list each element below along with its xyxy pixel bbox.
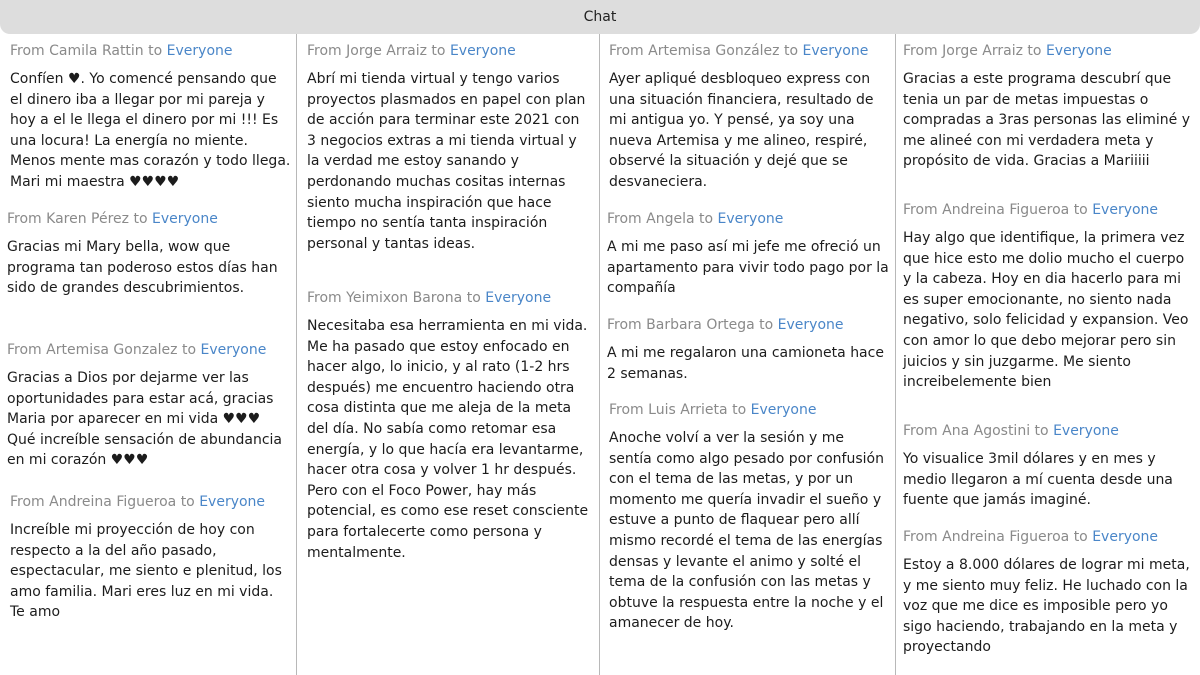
- sender-name: Yeimixon Barona: [346, 290, 463, 306]
- sender-name: Barbara Ortega: [646, 317, 755, 333]
- recipient-everyone: Everyone: [1092, 529, 1159, 545]
- chat-column-3: [600, 34, 896, 675]
- message-text: Gracias a Dios por dejarme ver las oportunidades para estar acá, gracias Maria por aparecer en mi vida ♥♥♥ Qué increíble sensación de abundancia en mi corazón ♥♥♥: [7, 370, 283, 469]
- sender-name: Artemisa Gonzalez: [46, 342, 178, 358]
- chat-message: [903, 201, 1193, 393]
- message-header: [903, 422, 1193, 440]
- message-text: Anoche volví a ver la sesión y me sentía como algo pesado por confusión con el tema de las metas, y por un momento me quería invadir el sueño y estuve a punto de flaquear pero allí mismo recordé el tema de las energías densas y levante el animo y solté el tema de la confusión con las metas y obtuve la respuesta entre la noche y el amanecer de hoy.: [609, 430, 884, 632]
- message-header: [903, 42, 1193, 60]
- to-label: to: [1027, 43, 1042, 59]
- chat-message: [607, 210, 891, 299]
- window-title: Chat: [583, 9, 617, 25]
- message-header: [609, 42, 891, 60]
- chat-message: [7, 341, 292, 471]
- chat-message: [607, 316, 891, 384]
- message-header: [609, 401, 891, 419]
- recipient-everyone: Everyone: [750, 402, 817, 418]
- sender-name: Artemisa González: [648, 43, 780, 59]
- chat-column-4: [896, 34, 1200, 675]
- from-label: From: [307, 290, 342, 306]
- from-label: From: [609, 43, 644, 59]
- recipient-everyone: Everyone: [1045, 43, 1112, 59]
- message-header: [903, 528, 1193, 546]
- message-text: Confíen ♥. Yo comencé pensando que el dinero iba a llegar por mi pareja y hoy a el le llega el dinero por mi !!! Es una locura! La energía no miente. Menos mente mas corazón y todo llega. Mari mi maestra ♥♥♥♥: [10, 71, 291, 190]
- chat-column-2: [297, 34, 600, 675]
- message-header: [903, 201, 1193, 219]
- message-header: [10, 42, 292, 60]
- from-label: From: [7, 211, 42, 227]
- message-header: [307, 42, 592, 60]
- chat-message: [10, 42, 292, 193]
- to-label: to: [1073, 529, 1088, 545]
- chat-message: [7, 210, 292, 299]
- sender-name: Jorge Arraiz: [942, 43, 1023, 59]
- from-label: From: [10, 494, 45, 510]
- message-text: Gracias mi Mary bella, wow que programa tan poderoso estos días han sido de grandes descubrimientos.: [7, 239, 278, 297]
- recipient-everyone: Everyone: [1092, 202, 1159, 218]
- from-label: From: [607, 211, 642, 227]
- from-label: From: [307, 43, 342, 59]
- message-header: [7, 210, 292, 228]
- sender-name: Camila Rattin: [49, 43, 144, 59]
- from-label: From: [609, 402, 644, 418]
- recipient-everyone: Everyone: [802, 43, 869, 59]
- recipient-everyone: Everyone: [151, 211, 218, 227]
- recipient-everyone: Everyone: [449, 43, 516, 59]
- chat-message: [903, 422, 1193, 511]
- to-label: to: [148, 43, 163, 59]
- from-label: From: [903, 529, 938, 545]
- sender-name: Andreina Figueroa: [49, 494, 177, 510]
- message-text: Ayer apliqué desbloqueo express con una situación financiera, resultado de mi antigua yo. Y pensé, ya soy una nueva Artemisa y me alineo, respiré, observé la situación y dejé que se desvaneciera.: [609, 71, 874, 190]
- chat-message: [609, 401, 891, 634]
- from-label: From: [607, 317, 642, 333]
- message-text: Gracias a este programa descubrí que tenia un par de metas impuestas o compradas a 3ras personas las eliminé y me alineé con mi verdadera meta y propósito de vida. Gracias a Mariiiii: [903, 71, 1191, 170]
- recipient-everyone: Everyone: [777, 317, 844, 333]
- message-text: Abrí mi tienda virtual y tengo varios proyectos plasmados en papel con plan de acción para terminar este 2021 con 3 negocios extras a mi tienda virtual y la verdad me estoy sanando y perdonando muchas cositas internas siento mucha inspiración que hace tiempo no sentía tanta inspiración personal y tantas ideas.: [307, 71, 586, 252]
- to-label: to: [1034, 423, 1049, 439]
- sender-name: Andreina Figueroa: [942, 529, 1070, 545]
- message-header: [607, 316, 891, 334]
- message-text: Hay algo que identifique, la primera vez que hice esto me dolio mucho el cuerpo y la cabeza. Hoy en dia hacerlo para mi es super emocionante, no siento nada negativo, solo felicidad y expansion. Veo con amor lo que debo mejorar pero sin juicios y sin juzgarme. Me siento increibelemente bien: [903, 230, 1189, 391]
- to-label: to: [783, 43, 799, 59]
- to-label: to: [431, 43, 446, 59]
- message-header: [10, 493, 292, 511]
- sender-name: Luis Arrieta: [648, 402, 728, 418]
- to-label: to: [181, 342, 197, 358]
- from-label: From: [903, 423, 938, 439]
- chat-title-bar: [0, 0, 1200, 34]
- recipient-everyone: Everyone: [717, 211, 784, 227]
- chat-columns: [0, 34, 1200, 675]
- message-header: [607, 210, 891, 228]
- to-label: to: [732, 402, 747, 418]
- message-text: A mi me regalaron una camioneta hace 2 semanas.: [607, 345, 884, 382]
- chat-column-1: [0, 34, 297, 675]
- from-label: From: [10, 43, 45, 59]
- from-label: From: [903, 43, 938, 59]
- recipient-everyone: Everyone: [485, 290, 552, 306]
- message-header: [307, 289, 592, 307]
- sender-name: Andreina Figueroa: [942, 202, 1070, 218]
- chat-message: [903, 528, 1193, 658]
- chat-message: [609, 42, 891, 193]
- recipient-everyone: Everyone: [199, 494, 266, 510]
- sender-name: Ana Agostini: [942, 423, 1031, 439]
- sender-name: Angela: [646, 211, 695, 227]
- chat-message: [307, 289, 592, 563]
- message-header: [7, 341, 292, 359]
- chat-message: [307, 42, 592, 254]
- sender-name: Karen Pérez: [46, 211, 130, 227]
- message-text: Increíble mi proyección de hoy con respecto a la del año pasado, espectacular, me siento e plenitud, los amo familia. Mari eres luz en mi vida. Te amo: [10, 522, 282, 621]
- message-text: Yo visualice 3mil dólares y en mes y medio llegaron a mí cuenta desde una fuente que jamás imaginé.: [903, 451, 1173, 509]
- to-label: to: [1073, 202, 1088, 218]
- recipient-everyone: Everyone: [166, 43, 233, 59]
- recipient-everyone: Everyone: [200, 342, 267, 358]
- sender-name: Jorge Arraiz: [346, 43, 427, 59]
- to-label: to: [759, 317, 774, 333]
- to-label: to: [180, 494, 195, 510]
- message-text: A mi me paso así mi jefe me ofreció un apartamento para vivir todo pago por la compañía: [607, 239, 889, 297]
- recipient-everyone: Everyone: [1053, 423, 1119, 439]
- from-label: From: [7, 342, 42, 358]
- to-label: to: [699, 211, 714, 227]
- chat-message: [10, 493, 292, 623]
- to-label: to: [133, 211, 148, 227]
- chat-message: [903, 42, 1193, 172]
- to-label: to: [466, 290, 481, 306]
- from-label: From: [903, 202, 938, 218]
- message-text: Estoy a 8.000 dólares de lograr mi meta, y me siento muy feliz. He luchado con la voz que me dice es imposible pero yo sigo haciendo, trabajando en la meta y proyectando: [903, 557, 1190, 656]
- message-text: Necesitaba esa herramienta en mi vida. Me ha pasado que estoy enfocado en hacer algo, lo inicio, y al rato (1-2 hrs después) me encuentro haciendo otra cosa distinta que me aleja de la meta del día. No sabía como retomar esa energía, y lo que hacía era levantarme, hacer otra cosa y volver 1 hr después. Pero con el Foco Power, hay más potencial, es como ese reset consciente para fortalecerte como persona y mentalmente.: [307, 318, 589, 561]
